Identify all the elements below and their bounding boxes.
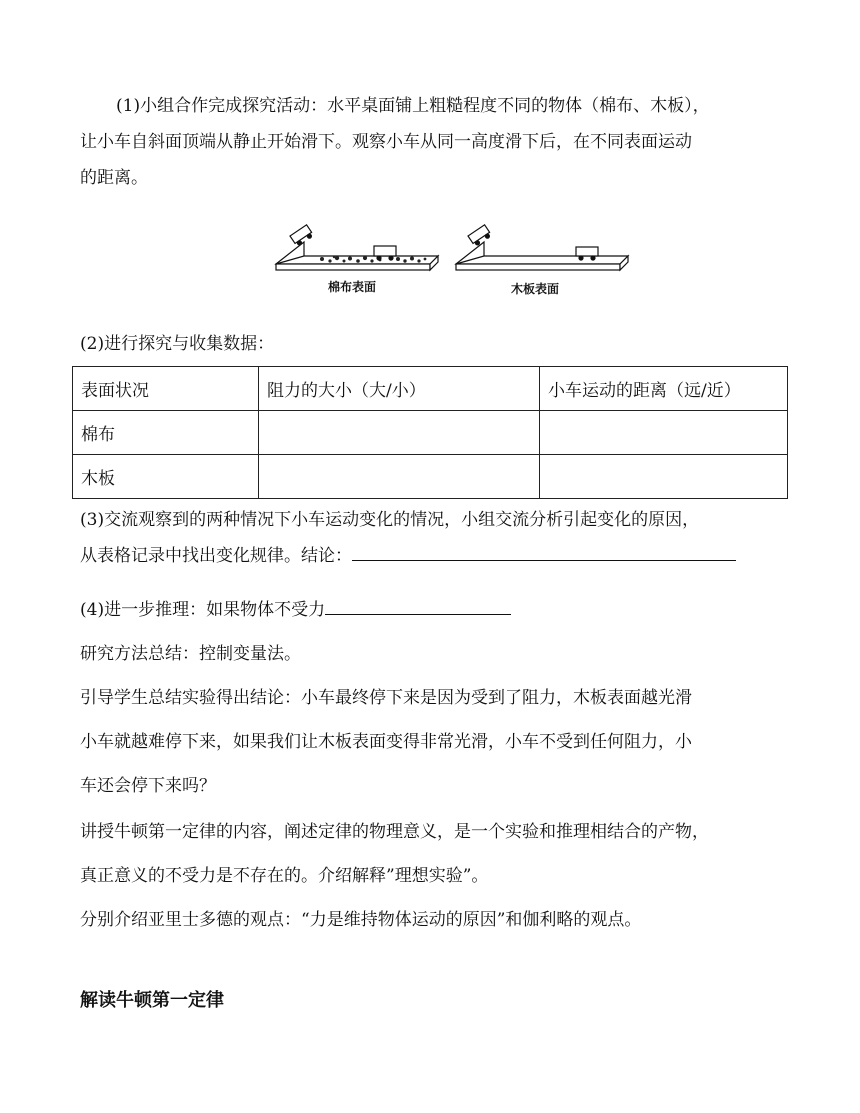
table-row (73, 455, 788, 499)
step3-line: 从表格记录中找出变化规律。结论： (80, 546, 352, 566)
guide-line: 引导学生总结实验得出结论：小车最终停下来是因为受到了阻力，木板表面越光滑 (80, 688, 692, 708)
step1-line: (1)小组合作完成探究活动：水平桌面铺上粗糙程度不同的物体（棉布、木板）， (116, 96, 710, 116)
step2-paragraph (80, 326, 785, 362)
views-paragraph (80, 902, 785, 938)
inference-blank (325, 594, 511, 615)
table-cell: 棉布 (73, 411, 259, 455)
views-text: 分别介绍亚里士多德的观点：“力是维持物体运动的原因”和伽利略的观点。 (80, 910, 642, 930)
table-header-row (73, 367, 788, 411)
board-surface-setup (456, 225, 628, 270)
guide-line: 车还会停下来吗？ (80, 776, 216, 796)
table-header-cell: 表面状况 (73, 367, 259, 411)
method-text: 研究方法总结：控制变量法。 (80, 644, 301, 664)
step1-line: 让小车自斜面顶端从静止开始滑下。观察小车从同一高度滑下后，在不同表面运动 (80, 132, 692, 152)
lecture-paragraph (80, 814, 785, 894)
method-paragraph (80, 636, 785, 672)
table-cell: 木板 (73, 455, 259, 499)
data-table (72, 366, 788, 499)
step4-paragraph (80, 592, 785, 628)
experiment-figure (270, 222, 630, 300)
table-cell-blank (259, 411, 540, 455)
figure-caption-cloth: 棉布表面 (328, 280, 377, 294)
table-header-cell: 阻力的大小（大/小） (259, 367, 540, 411)
table-cell-blank (540, 455, 788, 499)
step2-text: (2)进行探究与收集数据： (80, 334, 275, 354)
step3-line-with-blank (80, 538, 785, 574)
step4-line-with-blank (80, 592, 785, 628)
cloth-surface-setup (276, 225, 438, 270)
conclusion-blank (352, 540, 736, 561)
figure-caption-board: 木板表面 (511, 282, 560, 296)
table-cell-blank (259, 455, 540, 499)
guide-line: 小车就越难停下来，如果我们让木板表面变得非常光滑，小车不受到任何阻力，小 (80, 732, 692, 752)
step1-paragraph (80, 88, 785, 196)
step4-text: (4)进一步推理：如果物体不受力 (80, 600, 326, 620)
ramp-car-illustration (270, 222, 630, 300)
table-header-cell: 小车运动的距离（远/近） (540, 367, 788, 411)
lecture-line: 真正意义的不受力是不存在的。介绍解释”理想实验”。 (80, 866, 489, 886)
table-cell-blank (540, 411, 788, 455)
guide-paragraph (80, 680, 785, 804)
step3-line: (3)交流观察到的两种情况下小车运动变化的情况，小组交流分析引起变化的原因， (80, 510, 700, 530)
lecture-line: 讲授牛顿第一定律的内容，阐述定律的物理意义，是一个实验和推理相结合的产物， (80, 822, 709, 842)
table-row (73, 411, 788, 455)
step1-line: 的距离。 (80, 168, 148, 188)
step3-paragraph (80, 502, 785, 574)
section-heading: 解读牛顿第一定律 (80, 990, 224, 1011)
